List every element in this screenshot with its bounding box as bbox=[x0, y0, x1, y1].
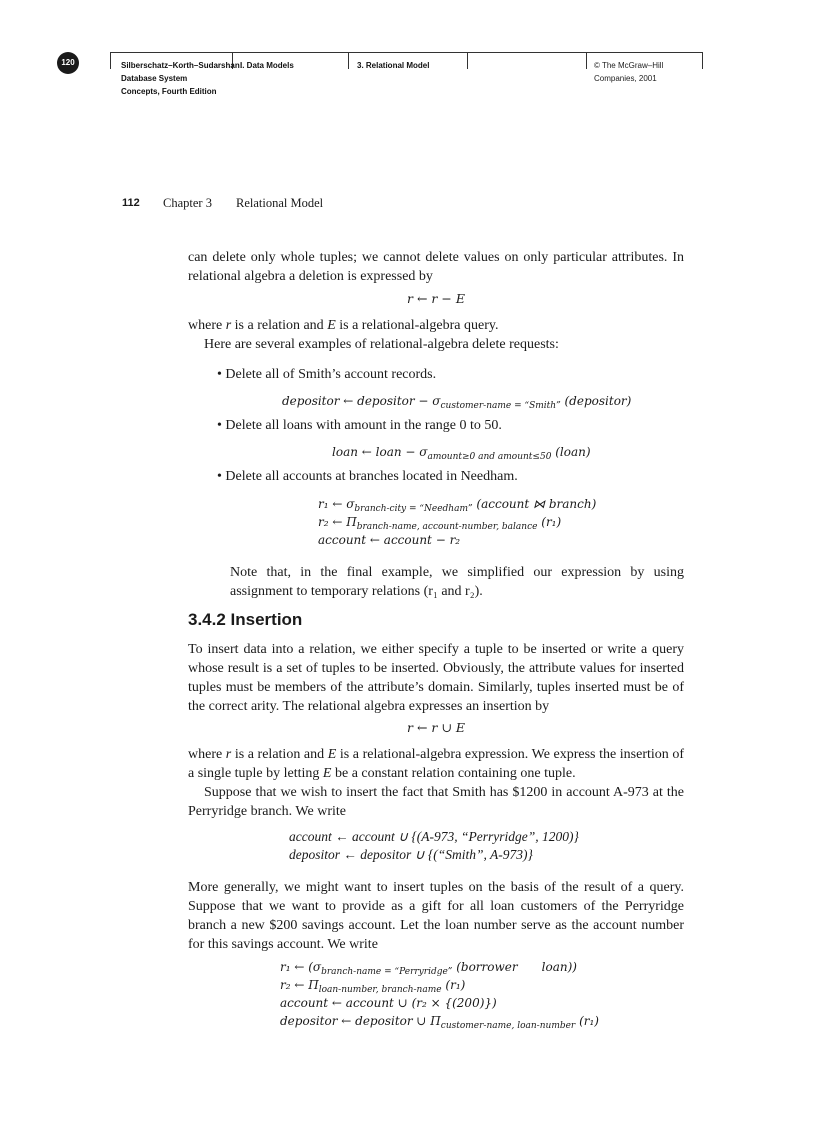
paragraph-smith-insert: Suppose that we wish to insert the fact that Smith has $1200 in account A-973 at the Perryridge branch. We write bbox=[188, 785, 684, 819]
equation-gift-line1: r₁ ← ($\sigma_{branch-name = “Perryridge”}$ (borrower loan)) bbox=[280, 960, 577, 977]
header-divider bbox=[348, 52, 349, 69]
section-heading-insertion: 3.4.2 Insertion bbox=[188, 610, 303, 629]
header-divider bbox=[586, 52, 587, 69]
bullet-delete-loans: • Delete all loans with amount in the range 0 to 50. bbox=[217, 418, 502, 433]
header-copyright-line2: Companies, 2001 bbox=[594, 74, 657, 83]
equation-insert-depositor: depositor ← depositor ∪ {(“Smith”, A-973)} bbox=[289, 847, 533, 862]
paragraph-examples-intro: Here are several examples of relational-algebra delete requests: bbox=[204, 337, 559, 352]
equation-needham-line3: account ← account − r₂ bbox=[318, 533, 461, 547]
equation-deletion: r ← r − E bbox=[407, 291, 465, 306]
header-authors: Silberschatz–Korth–Sudarshan: bbox=[121, 61, 243, 70]
paragraph-where-insertion: where r is a relation and E is a relational-algebra expression. We express the insertion of a single tuple by letting E be a constant relation containing one tuple. bbox=[188, 747, 685, 781]
bullet-smith-records: • Delete all of Smith’s account records. bbox=[217, 367, 437, 382]
equation-needham-line1: r₁ ← $\sigma_{branch-city = “Needham”}$ (account ⋈ branch) bbox=[318, 497, 597, 514]
paragraph-deletion-intro: can delete only whole tuples; we cannot delete values on only particular attributes. In relational algebra a deletion is expressed by bbox=[188, 250, 684, 284]
running-page-number: 112 bbox=[122, 197, 140, 209]
equation-gift-line2: r₂ ← $\Pi_{loan-number, branch-name}$ (r₁) bbox=[280, 978, 466, 995]
header-book-line2: Database System bbox=[121, 74, 188, 83]
paragraph-where-deletion: where r is a relation and E is a relational-algebra query. bbox=[188, 318, 499, 333]
note-final-example: Note that, in the final example, we simplified our expression by using assignment to temporary relations (r₁ and r₂). bbox=[230, 565, 684, 599]
page-badge: 120 bbox=[57, 52, 79, 74]
equation-needham-line2: r₂ ← $\Pi_{branch-name, account-number, balance}$ (r₁) bbox=[318, 515, 562, 532]
equation-delete-loans: loan ← loan − $\sigma_{amount\ge 0 and amount\le 50}$ (loan) bbox=[332, 445, 591, 462]
equation-insert-account: account ← account ∪ {(A-973, “Perryridge”, 1200)} bbox=[289, 829, 579, 844]
header-chapter: 3. Relational Model bbox=[357, 61, 430, 70]
bullet-delete-needham: • Delete all accounts at branches located in Needham. bbox=[217, 469, 518, 484]
equation-insertion: r ← r ∪ E bbox=[407, 720, 465, 735]
equation-gift-line4: depositor ← depositor ∪ $\Pi_{customer-name, loan-number}$ (r₁) bbox=[280, 1014, 599, 1031]
header-divider bbox=[467, 52, 468, 69]
equation-delete-smith: depositor ← depositor − $\sigma_{customer-name = “Smith”}$ (depositor) bbox=[282, 394, 632, 411]
header-book-line3: Concepts, Fourth Edition bbox=[121, 87, 217, 96]
running-chapter-label: Chapter 3 bbox=[163, 196, 212, 210]
paragraph-gift-account: More generally, we might want to insert tuples on the basis of the result of a query. Suppose that we want to provide as a gift for all loan customers of the Perryridge branch a new $200 savings account. Let the loan number serve as the account number for this savings account. We write bbox=[188, 880, 684, 952]
running-chapter-title: Relational Model bbox=[236, 196, 324, 210]
header-divider bbox=[702, 52, 703, 69]
header-top-rule bbox=[110, 52, 703, 53]
header-part: I. Data Models bbox=[240, 61, 294, 70]
header-copyright-line1: © The McGraw–Hill bbox=[594, 61, 664, 70]
paragraph-insertion-intro: To insert data into a relation, we either specify a tuple to be inserted or write a query whose result is a set of tuples to be inserted. Obviously, the attribute values for inserted tuples must be members of the attribute’s domain. Similarly, tuples inserted must be of the correct arity. The relational algebra expresses an insertion by bbox=[188, 642, 684, 714]
equation-gift-line3: account ← account ∪ (r₂ × {(200)}) bbox=[280, 996, 497, 1010]
header-divider bbox=[110, 52, 111, 69]
